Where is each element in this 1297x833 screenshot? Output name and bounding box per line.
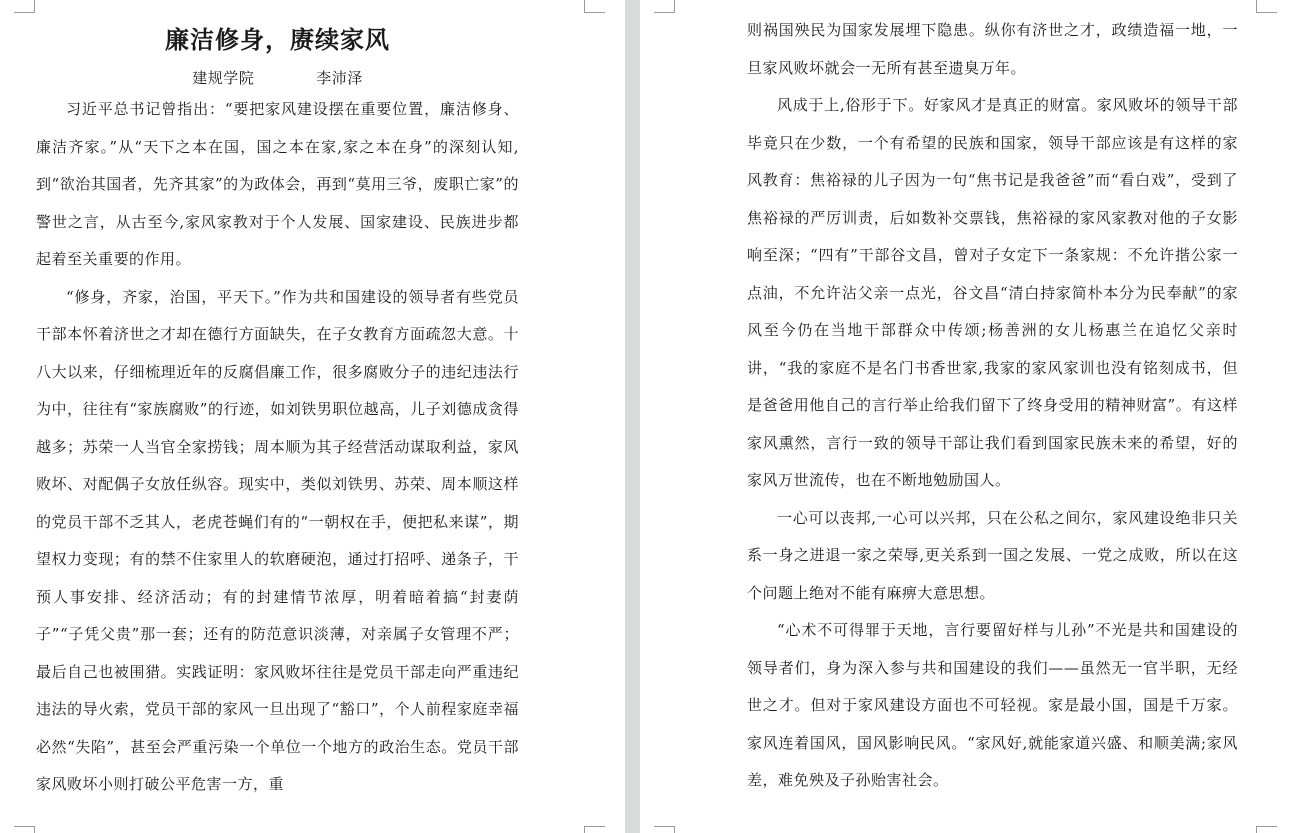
author-line (36, 68, 519, 88)
page-corner-mark (14, 826, 35, 833)
paragraph: “修身，齐家，治国，平天下。”作为共和国建设的领导者有些党员干部本怀着济世之才却在德行方面缺失，在子女教育方面疏忽大意。十八大以来，仔细梳理近年的反腐倡廉工作，很多腐败分子的违纪违法行为中，往往有“家族腐败”的行迹，如刘铁男职位越高，儿子刘德成贪得越多；苏荣一人当官全家捞钱；周本顺为其子经营活动谋取利益，家风败坏、对配偶子女放任纵容。现实中，类似刘铁男、苏荣、周本顺这样的党员干部不乏其人，老虎苍蝇们有的“一朝权在手，便把私来谋”，期望权力变现；有的禁不住家里人的软磨硬泡，通过打招呼、递条子，干预人事安排、经济活动；有的封建情节浓厚，明着暗着搞“封妻荫子”“子凭父贵”那一套；还有的防范意识淡薄，对亲属子女管理不严；最后自己也被围猎。实践证明：家风败坏往往是党员干部走向严重违纪违法的导火索，党员干部的家风一旦出现了“豁口”，个人前程家庭幸福必然“失陷”，甚至会严重污染一个单位一个地方的政治生态。党员干部家风败坏小则打破公平危害一方，重 (36, 287, 519, 793)
author-unit: 建规学院 (192, 69, 255, 87)
page-corner-mark (654, 0, 675, 13)
paragraph: 风成于上,俗形于下。好家风才是真正的财富。家风败坏的领导干部毕竟只在少数，一个有希望的民族和国家，领导干部应该是有这样的家风教育：焦裕禄的儿子因为一句“焦书记是我爸爸”而“看白戏”，受到了焦裕禄的严厉训责，后如数补交票钱，焦裕禄的家风家教对他的子女影响至深；“四有”干部谷文昌，曾对子女定下一条家规：不允许揩公家一点油，不允许沾父亲一点光，谷文昌“清白持家简朴本分为民奉献”的家风至今仍在当地干部群众中传颂;杨善洲的女儿杨惠兰在追忆父亲时讲，“我的家庭不是名门书香世家,我家的家风家训也没有铭刻成书，但是爸爸用他自己的言行举止给我们留下了终身受用的精神财富”。有这样家风熏然，言行一致的领导干部让我们看到国家民族未来的希望，好的家风万世流传，也在不断地勉励国人。 (747, 96, 1238, 489)
paragraph: “心术不可得罪于天地，言行要留好样与儿孙”不光是共和国建设的领导者们，身为深入参与共和国建设的我们——虽然无一官半职，无经世之才。但对于家风建设方面也不可轻视。家是最小国，国是千万家。家风连着国风，国风影响民风。“家风好,就能家道兴盛、和顺美满;家风差，难免殃及子孙贻害社会。 (747, 621, 1238, 789)
page-corner-mark (1256, 0, 1277, 13)
paragraph: 一心可以丧邦,一心可以兴邦，只在公私之间尔，家风建设绝非只关系一身之进退一家之荣辱,更关系到一国之发展、一党之成败，所以在这个问题上绝对不能有麻痹大意思想。 (747, 508, 1238, 602)
page-corner-mark (584, 826, 605, 833)
paragraph-continuation: 则祸国殃民为国家发展埋下隐患。纵你有济世之才，政绩造福一地，一旦家风败坏就会一无所有甚至遗臭万年。 (747, 21, 1238, 77)
page-corner-mark (654, 826, 675, 833)
author-name: 李沛泽 (316, 69, 363, 87)
paragraph: 习近平总书记曾指出：“要把家风建设摆在重要位置，廉洁修身、廉洁齐家。”从“天下之本在国，国之本在家,家之本在身”的深刻认知,到“欲治其国者，先齐其家”的为政体会，再到“莫用三爷，废职亡家”的警世之言，从古至今,家风家教对于个人发展、国家建设、民族进步都起着至关重要的作用。 (36, 100, 519, 268)
page-text-column[interactable] (747, 12, 1238, 800)
document-title: 廉洁修身，赓续家风 (165, 25, 390, 54)
page-text-column[interactable] (36, 0, 519, 804)
document-page-right (640, 0, 1297, 833)
page-corner-mark (1256, 826, 1277, 833)
page-corner-mark (14, 0, 35, 13)
document-page-left (0, 0, 625, 833)
page-corner-mark (584, 0, 605, 13)
